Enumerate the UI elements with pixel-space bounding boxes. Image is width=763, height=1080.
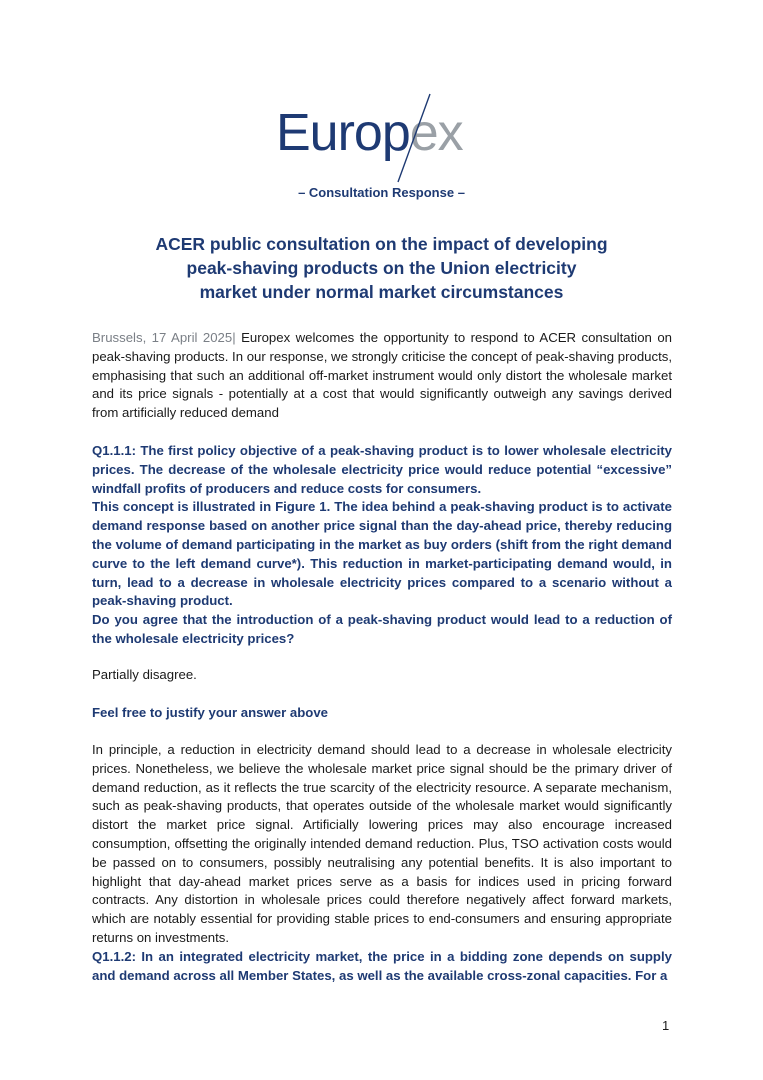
q111-paragraph-1: Q1.1.1: The first policy objective of a peak-shaving product is to lower wholesale electricity prices. The decrease of the wholesale electricity price would reduce potential “excessive” windfall profits of producers and reduce costs for consumers. [92,443,672,496]
intro-text: Europex welcomes the opportunity to respond to ACER consultation on peak-shaving products. In our response, we strongly criticise the concept of peak-shaving products, emphasising that such an additional off-market instrument would only distort the wholesale market and its price signals - potentially at a cost that would significantly outweigh any savings derived from artificially reduced demand [92,330,672,421]
justification-text: In principle, a reduction in electricity demand should lead to a decrease in wholesale electricity prices. Nonetheless, we believe the wholesale market price signal should be the primary driver of demand reduction, as it reflects the true scarcity of the electricity resource. A separate mechanism, such as peak-shaving products, that operates outside of the wholesale market would significantly distort the market price signal. Artificially lowering prices may also encourage increased consumption, offsetting the originally intended demand reduction. Plus, TSO activation costs would be passed on to consumers, possibly neutralising any potential benefits. It is also important to highlight that day-ahead market prices serve as a basis for indices used in pricing forward contracts. Any distortion in wholesale prices could therefore negatively affect forward markets, which are notably essential for providing stable prices to end-consumers and ensuring appropriate returns on investments. [92,742,672,945]
justification-paragraph [92,741,672,985]
logo-text-primary: Europ [276,104,410,162]
logo-text-secondary: ex [409,104,463,162]
document-subtitle: – Consultation Response – [298,185,465,200]
logo-slash-icon [394,92,434,184]
dateline: Brussels, 17 April 2025| [92,330,236,345]
page-number: 1 [662,1018,670,1033]
q111-paragraph-2: This concept is illustrated in Figure 1. The idea behind a peak-shaving product is to activate demand response based on another price signal than the day-ahead price, thereby reducing the volume of demand participating in the market as buy orders (shift from the right demand curve to the left demand curve*). This reduction in market-participating demand would, in turn, lead to a decrease in wholesale electricity prices compared to a scenario without a peak-shaving product. [92,499,672,609]
intro-paragraph [92,329,672,423]
title-line-3: market under normal market circumstances [199,282,564,302]
answer-text: Partially disagree. [92,667,197,682]
q111-paragraph-3: Do you agree that the introduction of a peak-shaving product would lead to a reduction of the wholesale electricity prices? [92,612,672,646]
europex-logo [276,92,491,184]
document-title [0,232,763,304]
title-line-1: ACER public consultation on the impact of developing [155,234,608,254]
question-1-1-1 [92,442,672,649]
title-line-2: peak-shaving products on the Union electricity [186,258,577,278]
question-1-1-2: Q1.1.2: In an integrated electricity market, the price in a bidding zone depends on supply and demand across all Member States, as well as the available cross-zonal capacities. For a [92,948,672,983]
justify-label: Feel free to justify your answer above [92,705,328,720]
